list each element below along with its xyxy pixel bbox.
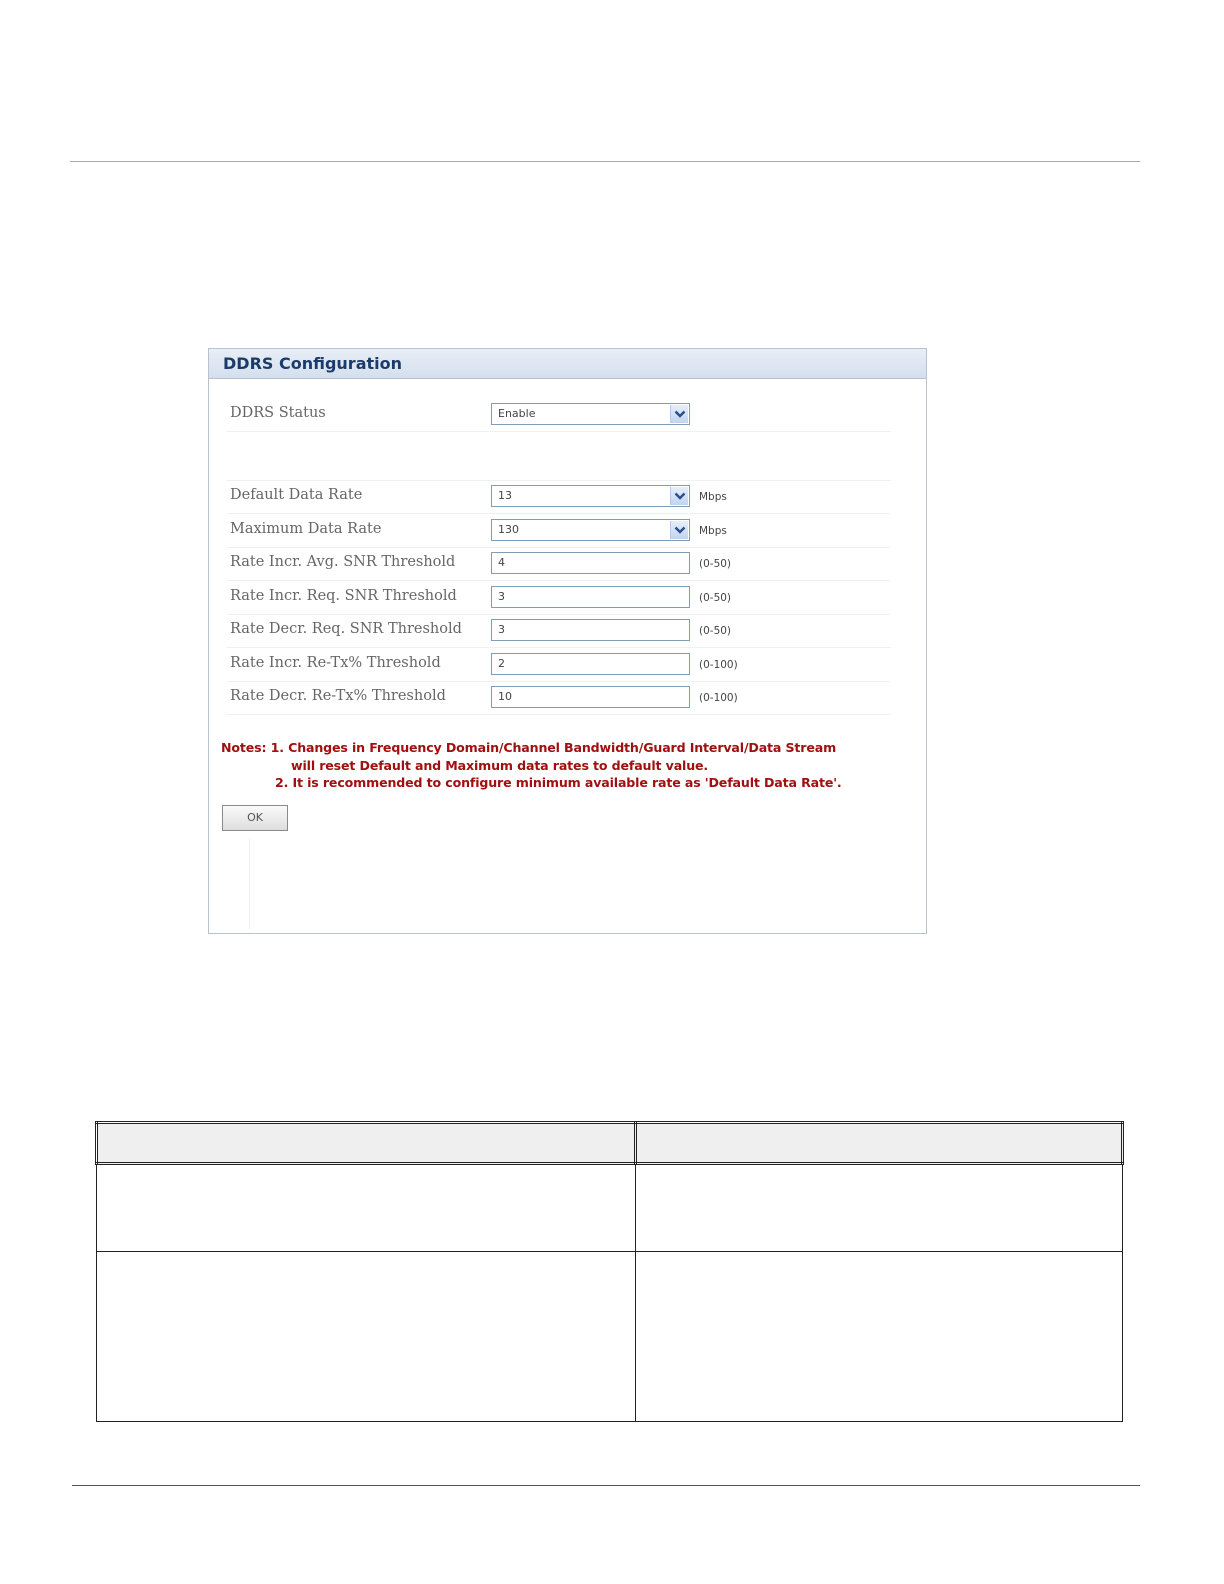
notes-line-2: will reset Default and Maximum data rates to default value. <box>291 757 709 773</box>
rate-incr-req-snr-label: Rate Incr. Req. SNR Threshold <box>230 587 457 604</box>
maximum-data-rate-label: Maximum Data Rate <box>230 520 382 537</box>
notes-block <box>221 739 911 792</box>
panel-header <box>209 349 926 379</box>
rate-decr-req-snr-value: 3 <box>498 623 505 636</box>
rate-incr-req-snr-input[interactable] <box>491 586 690 608</box>
panel-title: DDRS Configuration <box>223 354 403 373</box>
ddrs-configuration-panel <box>208 348 927 934</box>
rate-decr-retx-value: 10 <box>498 690 512 703</box>
default-data-rate-unit: Mbps <box>699 491 727 503</box>
rate-incr-retx-row <box>227 648 891 682</box>
default-data-rate-row <box>227 480 891 514</box>
rate-incr-retx-value: 2 <box>498 656 505 670</box>
top-divider <box>70 161 1140 162</box>
chevron-down-icon[interactable] <box>670 487 688 505</box>
rate-incr-retx-input[interactable] <box>491 653 690 675</box>
maximum-data-rate-unit: Mbps <box>699 524 727 537</box>
notes-line-3: 2. It is recommended to configure minimum available rate as 'Default Data Rate'. <box>275 775 842 790</box>
ddrs-status-row <box>227 398 891 432</box>
default-data-rate-select[interactable] <box>491 485 690 507</box>
table-header-cell-2 <box>636 1123 1123 1164</box>
rate-decr-req-snr-input[interactable] <box>491 619 690 641</box>
table-cell <box>97 1252 636 1422</box>
rate-incr-req-snr-unit: (0-50) <box>699 591 732 604</box>
rate-incr-avg-snr-input[interactable] <box>491 552 690 574</box>
chevron-down-icon[interactable] <box>670 521 688 539</box>
rate-decr-req-snr-unit: (0-50) <box>699 625 732 637</box>
rate-incr-avg-snr-row <box>227 547 891 581</box>
rate-decr-retx-input[interactable] <box>491 686 690 708</box>
rate-incr-avg-snr-value: 4 <box>498 556 505 569</box>
ddrs-status-value: Enable <box>498 407 536 420</box>
maximum-data-rate-value: 130 <box>498 522 519 536</box>
panel-inner-divider <box>249 839 250 929</box>
default-data-rate-label: Default Data Rate <box>230 487 363 503</box>
table-row <box>97 1164 1123 1252</box>
rate-decr-retx-label: Rate Decr. Re-Tx% Threshold <box>230 688 446 704</box>
maximum-data-rate-row <box>227 514 891 548</box>
default-data-rate-value: 13 <box>498 489 512 502</box>
rate-decr-retx-unit: (0-100) <box>699 692 738 704</box>
table-cell <box>97 1164 636 1252</box>
rate-decr-req-snr-row <box>227 614 891 648</box>
notes-line-1: Notes: 1. Changes in Frequency Domain/Channel Bandwidth/Guard Interval/Data Stream <box>221 740 837 755</box>
rate-incr-avg-snr-unit: (0-50) <box>699 558 732 570</box>
table-cell <box>636 1164 1123 1252</box>
ddrs-status-select[interactable] <box>491 403 690 425</box>
rate-decr-retx-row <box>227 681 891 715</box>
rate-incr-retx-unit: (0-100) <box>699 658 738 671</box>
table-header-row <box>97 1123 1123 1164</box>
rate-incr-req-snr-row <box>227 581 891 615</box>
chevron-down-icon[interactable] <box>670 405 688 423</box>
rate-incr-req-snr-value: 3 <box>498 589 505 603</box>
rate-decr-req-snr-label: Rate Decr. Req. SNR Threshold <box>230 621 462 637</box>
table-cell <box>636 1252 1123 1422</box>
bottom-divider <box>72 1485 1140 1486</box>
spacer-row <box>227 432 891 481</box>
rate-incr-retx-label: Rate Incr. Re-Tx% Threshold <box>230 654 441 671</box>
rate-incr-avg-snr-label: Rate Incr. Avg. SNR Threshold <box>230 554 456 570</box>
description-table <box>95 1121 1124 1422</box>
table-header-cell-1 <box>97 1123 636 1164</box>
table-row <box>97 1252 1123 1422</box>
maximum-data-rate-select[interactable] <box>491 519 690 541</box>
ok-button[interactable]: OK <box>222 805 288 831</box>
ddrs-status-label: DDRS Status <box>230 405 326 421</box>
